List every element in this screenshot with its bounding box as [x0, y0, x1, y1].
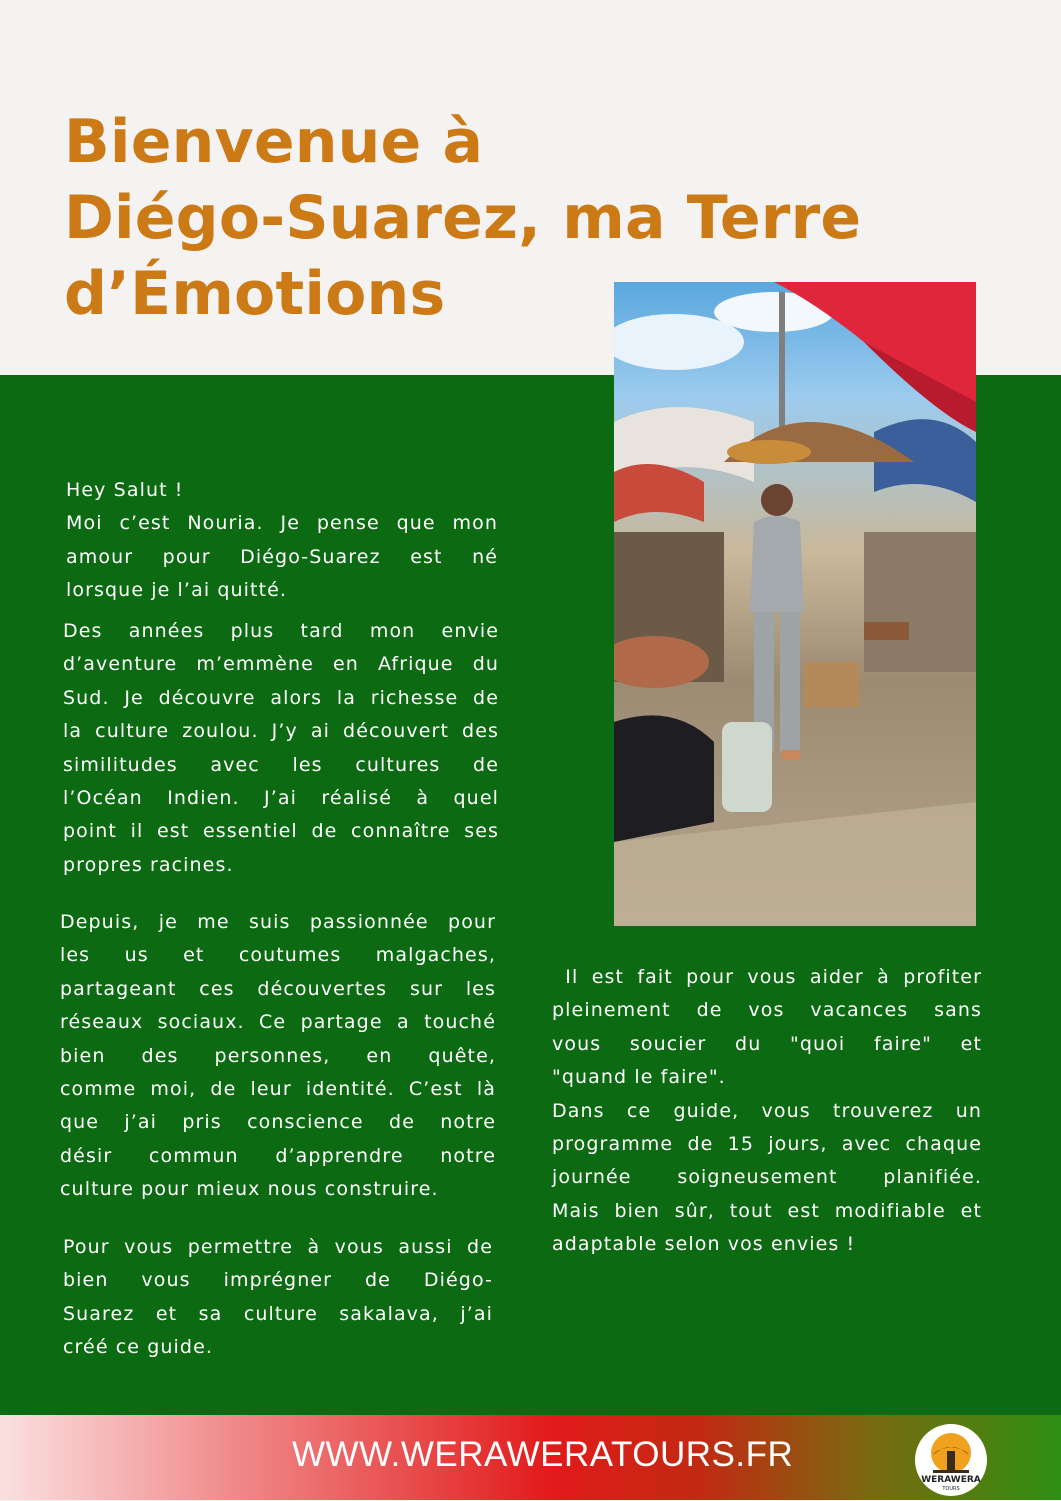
text-line: Mais bien sûr, tout est modifiable et: [552, 1199, 982, 1222]
logo-text: WERAWERA: [921, 1475, 981, 1485]
website-link[interactable]: WWW.WERAWERATOURS.FR: [292, 1435, 794, 1474]
logo-subtext: TOURS: [942, 1486, 960, 1492]
text-line: "quand le faire".: [552, 1066, 726, 1089]
text-line: Depuis, je me suis passionnée pour: [60, 911, 496, 933]
text-line: comme moi, de leur identité. C’est là: [60, 1078, 496, 1101]
market-photo: [614, 282, 976, 926]
market-scene-illustration: [614, 282, 976, 926]
south-africa-paragraph: [63, 615, 499, 882]
text-line: Sud. Je découvre alors la richesse de: [63, 686, 499, 709]
text-line: pleinement de vos vacances sans: [552, 999, 982, 1022]
text-line: l’Océan Indien. J’ai réalisé à quel: [63, 787, 499, 810]
text-line: la culture zoulou. J’y ai découvert des: [63, 720, 499, 743]
baobab-logo-icon: [911, 1423, 991, 1497]
text-line: bien vous imprégner de Diégo-: [63, 1269, 493, 1292]
text-line: journée soigneusement planifiée.: [552, 1166, 982, 1189]
text-line: amour pour Diégo-Suarez est né: [66, 545, 498, 568]
text-line: désir commun d’apprendre notre: [60, 1144, 496, 1167]
text-line: propres racines.: [63, 853, 234, 876]
title-line: d’Émotions: [64, 259, 446, 329]
text-line: les us et coutumes malgaches,: [60, 944, 496, 967]
text-line: Pour vous permettre à vous aussi de: [63, 1236, 493, 1258]
text-line: lorsque je l’ai quitté.: [66, 579, 288, 602]
text-line: point il est essentiel de connaître ses: [63, 820, 499, 843]
purpose-paragraph: [552, 961, 982, 1262]
text-line: programme de 15 jours, avec chaque: [552, 1133, 982, 1156]
title-line: Diégo-Suarez, ma Terre: [64, 183, 862, 253]
text-line: Hey Salut !: [66, 479, 184, 501]
passion-paragraph: [60, 906, 496, 1207]
text-line: d’aventure m’emmène en Afrique du: [63, 653, 499, 676]
text-line: Il est fait pour vous aider à profiter: [552, 966, 982, 988]
text-line: vous soucier du "quoi faire" et: [552, 1032, 982, 1055]
text-line: Moi c’est Nouria. Je pense que mon: [66, 512, 498, 535]
text-line: Des années plus tard mon envie: [63, 620, 499, 642]
werawera-logo: [911, 1423, 991, 1497]
text-line: Dans ce guide, vous trouverez un: [552, 1099, 982, 1122]
text-line: Suarez et sa culture sakalava, j’ai: [63, 1302, 493, 1325]
text-line: adaptable selon vos envies !: [552, 1233, 856, 1256]
text-line: bien des personnes, en quête,: [60, 1044, 496, 1067]
text-line: similitudes avec les cultures de: [63, 753, 499, 776]
text-line: partageant ces découvertes sur les: [60, 977, 496, 1000]
text-line: que j’ai pris conscience de notre: [60, 1111, 496, 1134]
text-line: réseaux sociaux. Ce partage a touché: [60, 1011, 496, 1034]
title-line: Bienvenue à: [64, 107, 484, 177]
text-line: créé ce guide.: [63, 1336, 214, 1359]
text-line: culture pour mieux nous construire.: [60, 1178, 439, 1201]
guide-paragraph: [63, 1231, 493, 1365]
intro-paragraph: [66, 474, 498, 608]
